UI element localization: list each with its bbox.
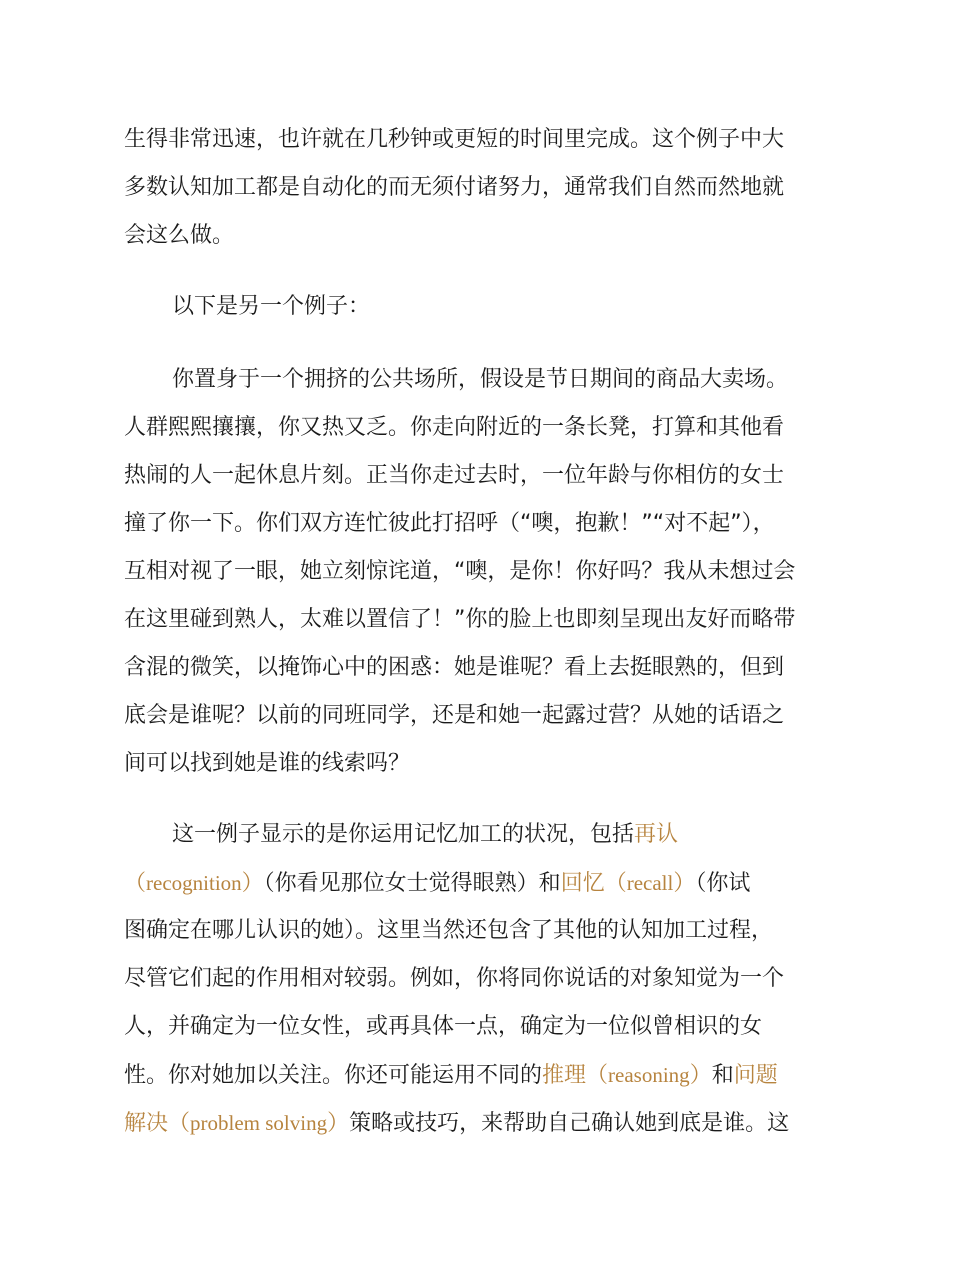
paragraph-line: 撞了你一下。你们双方连忙彼此打招呼（“噢，抱歉！”“对不起”），	[124, 511, 775, 536]
term-recognition-en[interactable]: recognition	[146, 871, 242, 895]
paragraph-text: 性。你对她加以关注。你还可能运用不同的	[124, 1063, 543, 1088]
paragraph-3	[124, 356, 864, 788]
paragraph-line: 含混的微笑，以掩饰心中的困惑：她是谁呢？看上去挺眼熟的，但到	[124, 655, 785, 680]
paragraph-line: 人，并确定为一位女性，或再具体一点，确定为一位似曾相识的女	[124, 1014, 763, 1039]
paragraph-line	[124, 811, 864, 859]
term-bracket: ）	[327, 1111, 350, 1136]
term-bracket: ）	[673, 871, 696, 896]
term-recall-link[interactable]: 回忆（	[560, 871, 627, 896]
paragraph-line: 尽管它们起的作用相对较弱。例如，你将同你说话的对象知觉为一个	[124, 966, 785, 991]
paragraph-line: 在这里碰到熟人，太难以置信了！”你的脸上也即刻呈现出友好而略带	[124, 607, 796, 632]
paragraph-1	[124, 116, 864, 260]
paragraph-line: 人群熙熙攘攘，你又热又乏。你走向附近的一条长凳，打算和其他看	[124, 415, 785, 440]
paragraph-line: 热闹的人一起休息片刻。正当你走过去时，一位年龄与你相仿的女士	[124, 463, 785, 488]
paragraph-text: 策略或技巧，来帮助自己确认她到底是谁。这	[349, 1111, 790, 1136]
paragraph-4	[124, 811, 864, 1147]
paragraph-line: 底会是谁呢？以前的同班同学，还是和她一起露过营？从她的话语之	[124, 703, 785, 728]
paragraph-text: （你看见那位女士觉得眼熟）和	[263, 871, 561, 896]
term-bracket: ）	[241, 871, 264, 896]
paragraph-line: 互相对视了一眼，她立刻惊诧道，“噢，是你！你好吗？我从未想过会	[124, 559, 796, 584]
term-reasoning-link[interactable]: 推理（	[542, 1063, 609, 1088]
paragraph-text: 这一例子显示的是你运用记忆加工的状况，包括	[172, 822, 635, 847]
paragraph-text: （你试	[695, 871, 751, 896]
paragraph-line: 以下是另一个例子：	[172, 294, 371, 319]
paragraph-line: 生得非常迅速，也许就在几秒钟或更短的时间里完成。这个例子中大	[124, 127, 785, 152]
term-bracket: （	[124, 871, 147, 896]
term-reasoning-en[interactable]: reasoning	[608, 1063, 690, 1087]
paragraph-2	[124, 283, 864, 331]
paragraph-line	[124, 859, 864, 907]
term-recall-en[interactable]: recall	[626, 871, 674, 895]
term-problem-solving-link[interactable]: 问题	[733, 1063, 778, 1088]
paragraph-line	[124, 1099, 864, 1147]
term-problem-solving-link[interactable]: 解决（	[124, 1111, 191, 1136]
term-recognition-link[interactable]: 再认	[634, 822, 679, 847]
term-bracket: ）	[689, 1063, 712, 1088]
term-problem-solving-en[interactable]: problem solving	[190, 1111, 328, 1135]
paragraph-line	[124, 1051, 864, 1099]
paragraph-line: 图确定在哪儿认识的她）。这里当然还包含了其他的认知加工过程，	[124, 918, 774, 943]
paragraph-line: 多数认知加工都是自动化的而无须付诸努力，通常我们自然而然地就	[124, 175, 785, 200]
paragraph-line: 会这么做。	[124, 223, 235, 248]
paragraph-line: 你置身于一个拥挤的公共场所，假设是节日期间的商品大卖场。	[172, 367, 789, 392]
paragraph-line: 间可以找到她是谁的线索吗？	[124, 751, 411, 776]
paragraph-text: 和	[711, 1063, 734, 1088]
